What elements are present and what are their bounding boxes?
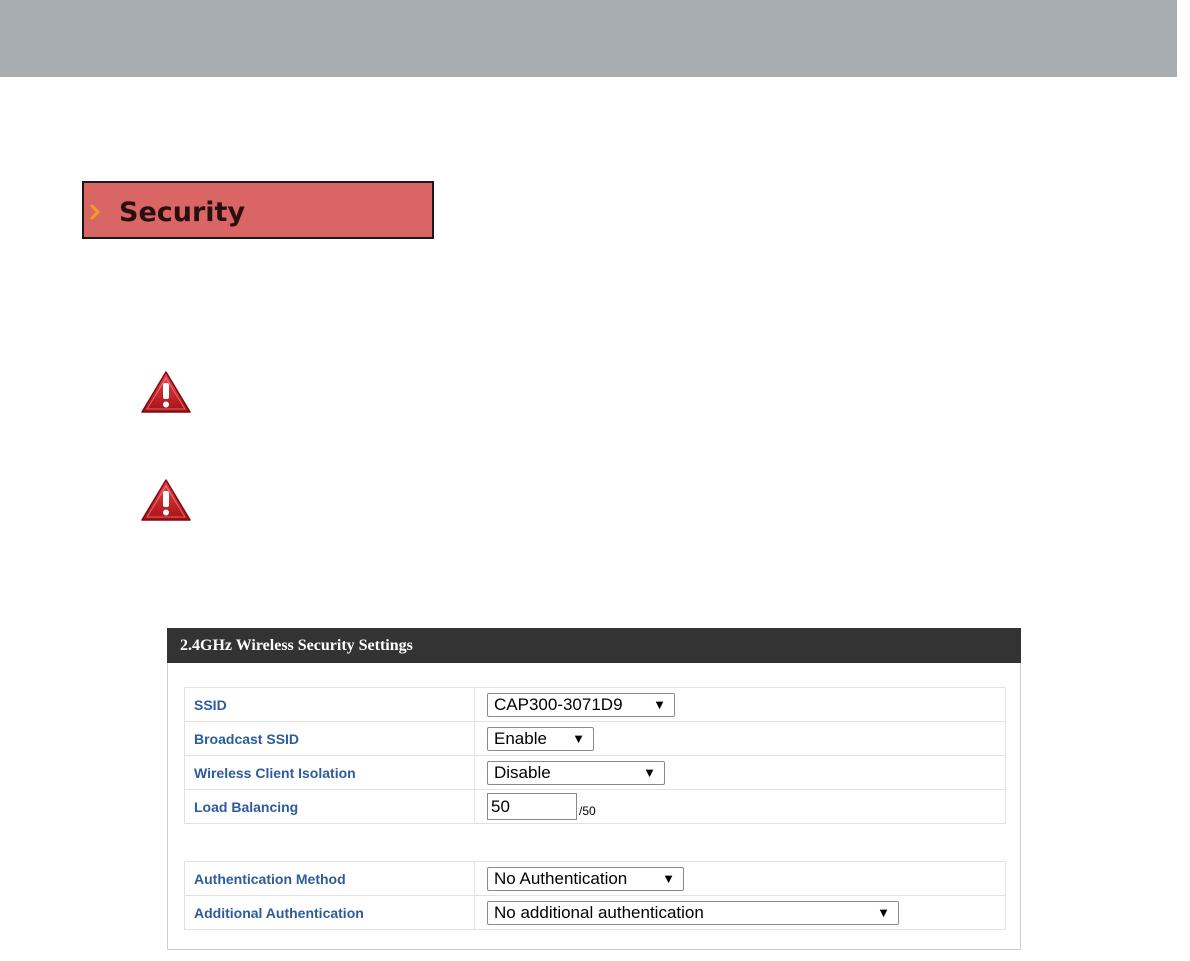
additional-authentication-select[interactable] [487,901,899,925]
triangle-down-icon: ▼ [653,696,666,712]
table-row [185,896,1006,930]
client-isolation-select-value: Disable [494,762,551,782]
table-row [185,688,1006,722]
table-row [185,790,1006,824]
triangle-down-icon: ▼ [572,730,585,746]
section-title: Security [119,197,246,228]
authentication-table [184,861,1006,930]
load-balancing-label: Load Balancing [185,790,475,824]
broadcast-ssid-label: Broadcast SSID [185,722,475,756]
table-row [185,722,1006,756]
section-header [82,181,434,239]
warning-triangle-icon [140,477,192,523]
panel-title: 2.4GHz Wireless Security Settings [180,637,413,654]
authentication-method-label: Authentication Method [185,862,475,896]
triangle-down-icon: ▼ [662,870,675,886]
broadcast-ssid-select[interactable] [487,727,594,751]
authentication-method-select-value: No Authentication [494,868,628,888]
basic-settings-table [184,687,1006,824]
authentication-method-select[interactable] [487,867,684,891]
table-row [185,862,1006,896]
client-isolation-label: Wireless Client Isolation [185,756,475,790]
triangle-down-icon: ▼ [643,764,656,780]
ssid-select-value: CAP300-3071D9 [494,694,623,714]
ssid-label: SSID [185,688,475,722]
load-balancing-max: /50 [579,803,596,818]
ssid-select[interactable] [487,693,675,717]
additional-authentication-select-value: No additional authentication [494,902,704,922]
top-bar [0,0,1177,77]
table-row [185,756,1006,790]
wireless-security-panel [167,628,1021,950]
triangle-down-icon: ▼ [877,904,890,920]
client-isolation-select[interactable] [487,761,665,785]
panel-header [167,628,1021,663]
additional-authentication-label: Additional Authentication [185,896,475,930]
chevron-right-icon [88,203,102,221]
warning-triangle-icon [140,369,192,415]
load-balancing-input[interactable]: 50 [487,793,577,820]
broadcast-ssid-select-value: Enable [494,728,547,748]
